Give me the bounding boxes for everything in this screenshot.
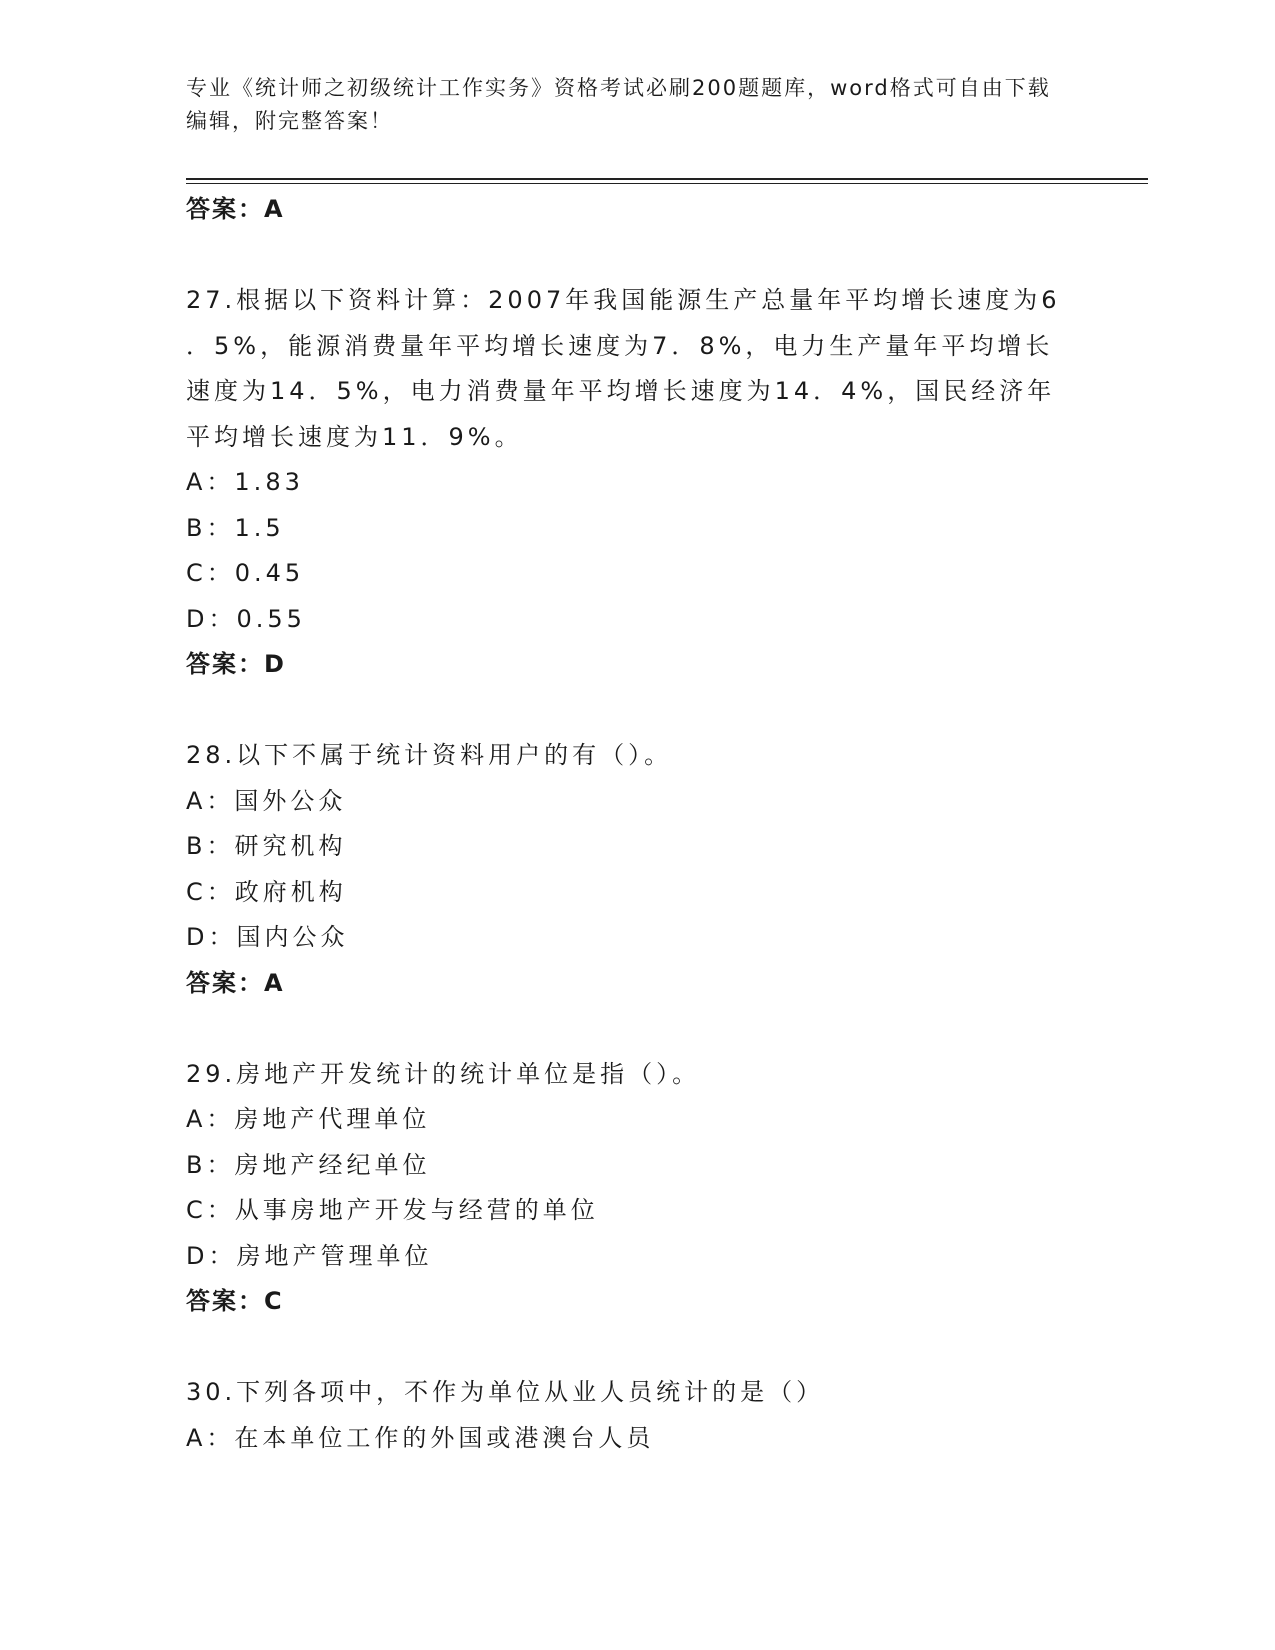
- option-a: A：房地产代理单位: [186, 1105, 431, 1133]
- question-30: [186, 1370, 1076, 1461]
- question-27: [186, 278, 1076, 688]
- option-b: B：房地产经纪单位: [186, 1150, 431, 1179]
- question-28: [186, 733, 1076, 1006]
- option-d: D：房地产管理单位: [186, 1241, 433, 1270]
- option-d: D：国内公众: [186, 923, 349, 951]
- answer-line: 答案：A: [186, 968, 285, 997]
- question-stem-line: 速度为14．5%，电力消费量年平均增长速度为14．4%，国民经济年: [186, 377, 1056, 405]
- option-b: B：研究机构: [186, 832, 347, 860]
- page-header: 专业《统计师之初级统计工作实务》资格考试必刷200题题库，word格式可自由下载编辑，附完整答案！: [186, 76, 1051, 133]
- option-b: B：1.5: [186, 513, 285, 542]
- option-c: C：0.45: [186, 559, 305, 587]
- option-c: C：政府机构: [186, 877, 347, 906]
- option-a: A：在本单位工作的外国或港澳台人员: [186, 1423, 655, 1452]
- spacer: [186, 688, 1076, 734]
- option-a: A：国外公众: [186, 786, 347, 815]
- header-rule-thick: [186, 178, 1148, 180]
- spacer: [186, 1325, 1076, 1371]
- question-29: [186, 1052, 1076, 1325]
- option-c: C：从事房地产开发与经营的单位: [186, 1196, 599, 1224]
- answer-line: 答案：C: [186, 1287, 284, 1315]
- question-stem-line: 27.根据以下资料计算：2007年我国能源生产总量年平均增长速度为6: [186, 286, 1061, 314]
- option-d: D：0.55: [186, 604, 306, 633]
- question-stem-line: ．5%，能源消费量年平均增长速度为7．8%，电力生产量年平均增长: [186, 331, 1054, 360]
- question-stem-line: 29.房地产开发统计的统计单位是指（）。: [186, 1059, 701, 1088]
- question-stem-line: 平均增长速度为11．9%。: [186, 422, 523, 451]
- header-rule-thin: [186, 183, 1148, 184]
- spacer: [186, 233, 1076, 279]
- spacer: [186, 1006, 1076, 1052]
- question-list: [186, 187, 1076, 1461]
- question-stem-line: 30.下列各项中，不作为单位从业人员统计的是（）: [186, 1378, 825, 1406]
- option-a: A：1.83: [186, 468, 304, 496]
- answer-line: 答案：A: [186, 195, 285, 223]
- answer-line: 答案：D: [186, 650, 286, 678]
- question-stem-line: 28.以下不属于统计资料用户的有（）。: [186, 741, 673, 769]
